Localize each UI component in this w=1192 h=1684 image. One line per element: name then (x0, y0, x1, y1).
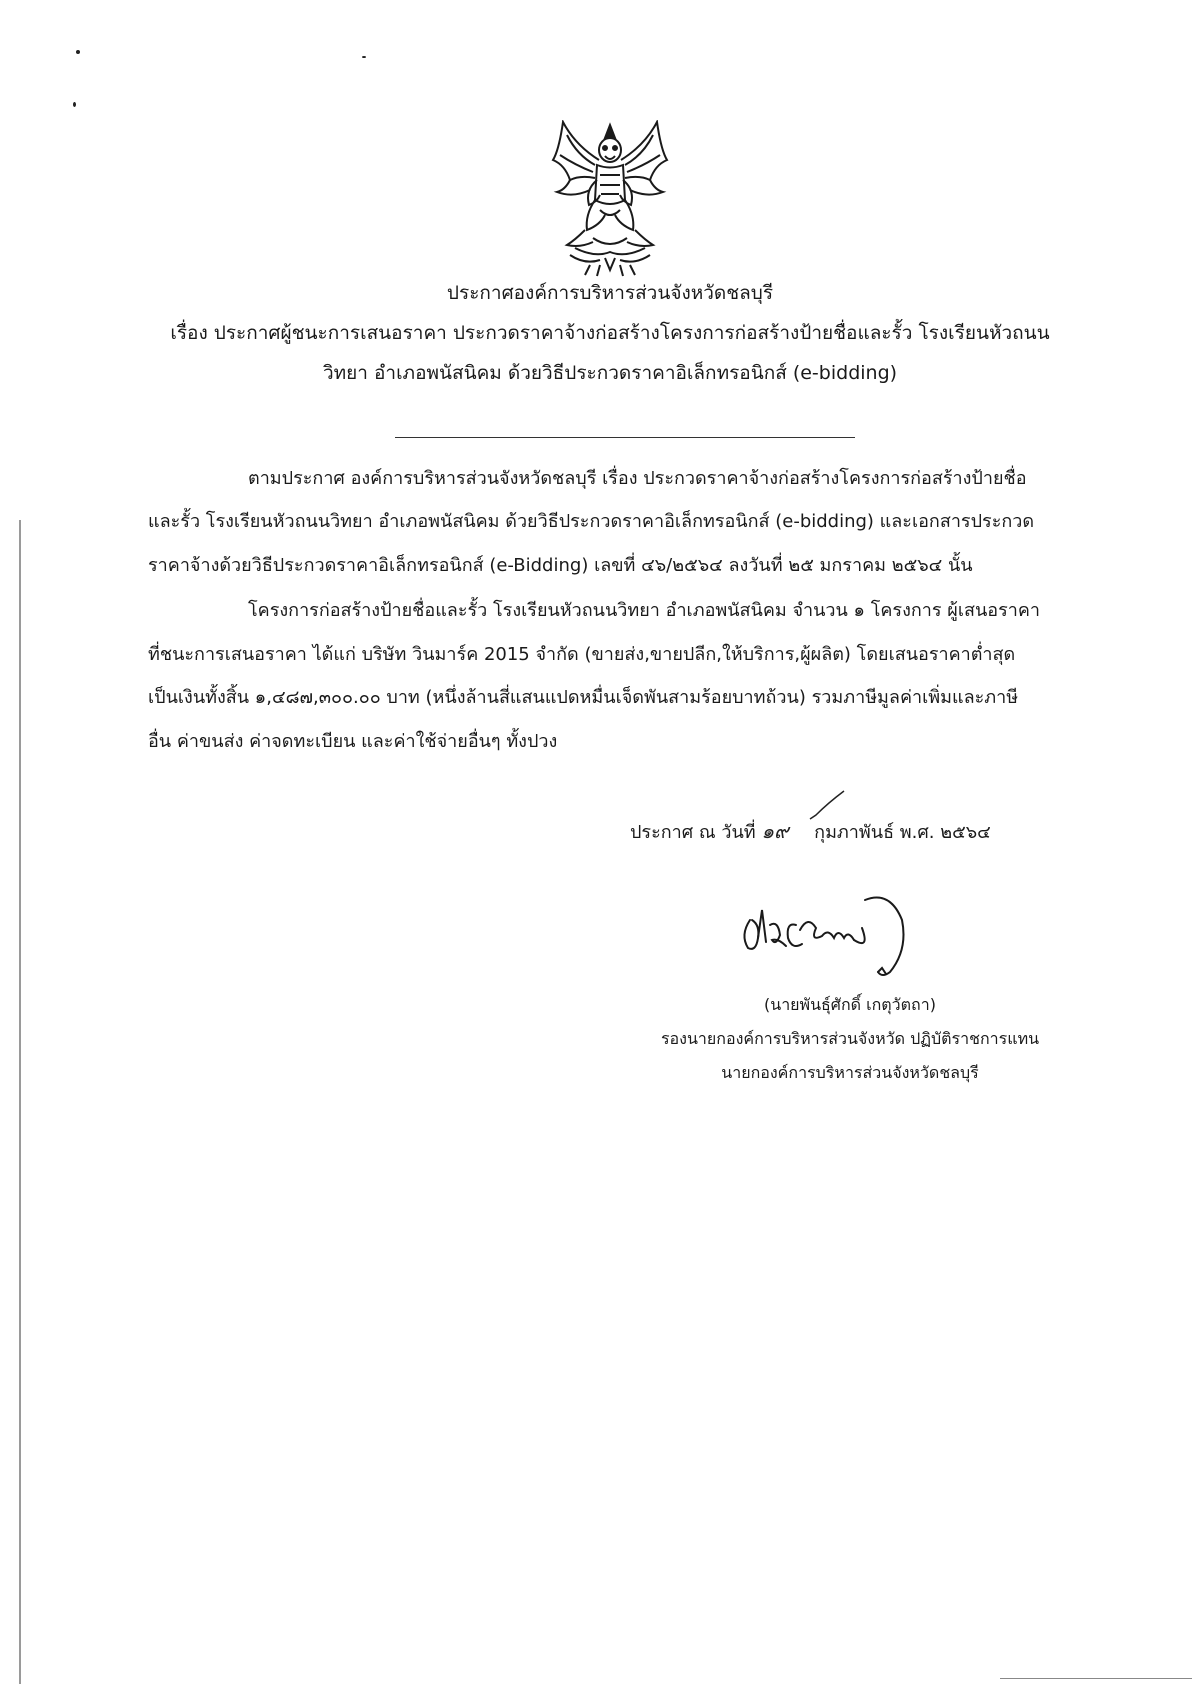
signatory-position: รองนายกองค์การบริหารส่วนจังหวัด ปฏิบัติราชการแทน (660, 1029, 1040, 1048)
garuda-emblem-icon (545, 120, 675, 280)
paragraph-line: โครงการก่อสร้างป้ายชื่อและรั้ว โรงเรียนหัวถนนวิทยา อำเภอพนัสนิคม จำนวน ๑ โครงการ ผู้เสนอราคา (248, 600, 1040, 621)
scan-edge-line (19, 520, 21, 1684)
scan-edge-line (1000, 1678, 1192, 1679)
scan-speck (73, 102, 76, 107)
paragraph-line: ตามประกาศ องค์การบริหารส่วนจังหวัดชลบุรี เรื่อง ประกวดราคาจ้างก่อสร้างโครงการก่อสร้างป้ายชื่อ (248, 468, 1027, 489)
subject-line: วิทยา อำเภอพนัสนิคม ด้วยวิธีประกวดราคาอิเล็กทรอนิกส์ (e-bidding) (322, 362, 898, 384)
paragraph-line: ที่ชนะการเสนอราคา ได้แก่ บริษัท วินมาร์ค 2015 จำกัด (ขายส่ง,ขายปลีก,ให้บริการ,ผู้ผลิต) โดยเสนอราคาต่ำสุด (148, 644, 1016, 665)
document-title: ประกาศองค์การบริหารส่วนจังหวัดชลบุรี (446, 282, 774, 304)
paragraph-line: และรั้ว โรงเรียนหัวถนนวิทยา อำเภอพนัสนิคม ด้วยวิธีประกวดราคาอิเล็กทรอนิกส์ (e-bidding) และเอกสารประกวด (148, 511, 1035, 532)
announcement-date (630, 815, 991, 847)
date-suffix: กุมภาพันธ์ พ.ศ. ๒๕๖๔ (814, 822, 991, 843)
handwritten-day: ๑๙ (761, 819, 789, 843)
divider (395, 437, 855, 438)
signatory-name: (นายพันธุ์ศักดิ์ เกตุวัตถา) (764, 995, 936, 1014)
handwritten-signature (730, 880, 930, 990)
signatory-position: นายกองค์การบริหารส่วนจังหวัดชลบุรี (721, 1063, 979, 1082)
paragraph-line: ราคาจ้างด้วยวิธีประกวดราคาอิเล็กทรอนิกส์ (e-Bidding) เลขที่ ๔๖/๒๕๖๔ ลงวันที่ ๒๕ มกราคม ๒๕๖๔ นั้น (148, 555, 973, 576)
paragraph-line: เป็นเงินทั้งสิ้น ๑,๔๘๗,๓๐๐.๐๐ บาท (หนึ่งล้านสี่แสนแปดหมื่นเจ็ดพันสามร้อยบาทถ้วน) รวมภาษีมูลค่าเพิ่มและภาษี (148, 687, 1019, 708)
scan-speck (76, 50, 80, 54)
checkmark-icon (808, 789, 848, 825)
date-prefix: ประกาศ ณ วันที่ (630, 822, 756, 843)
scan-speck (362, 56, 366, 58)
paragraph-line: อื่น ค่าขนส่ง ค่าจดทะเบียน และค่าใช้จ่ายอื่นๆ ทั้งปวง (148, 731, 558, 752)
subject-line: เรื่อง ประกาศผู้ชนะการเสนอราคา ประกวดราคาจ้างก่อสร้างโครงการก่อสร้างป้ายชื่อและรั้ว โรงเรียนหัวถนน (170, 322, 1050, 344)
